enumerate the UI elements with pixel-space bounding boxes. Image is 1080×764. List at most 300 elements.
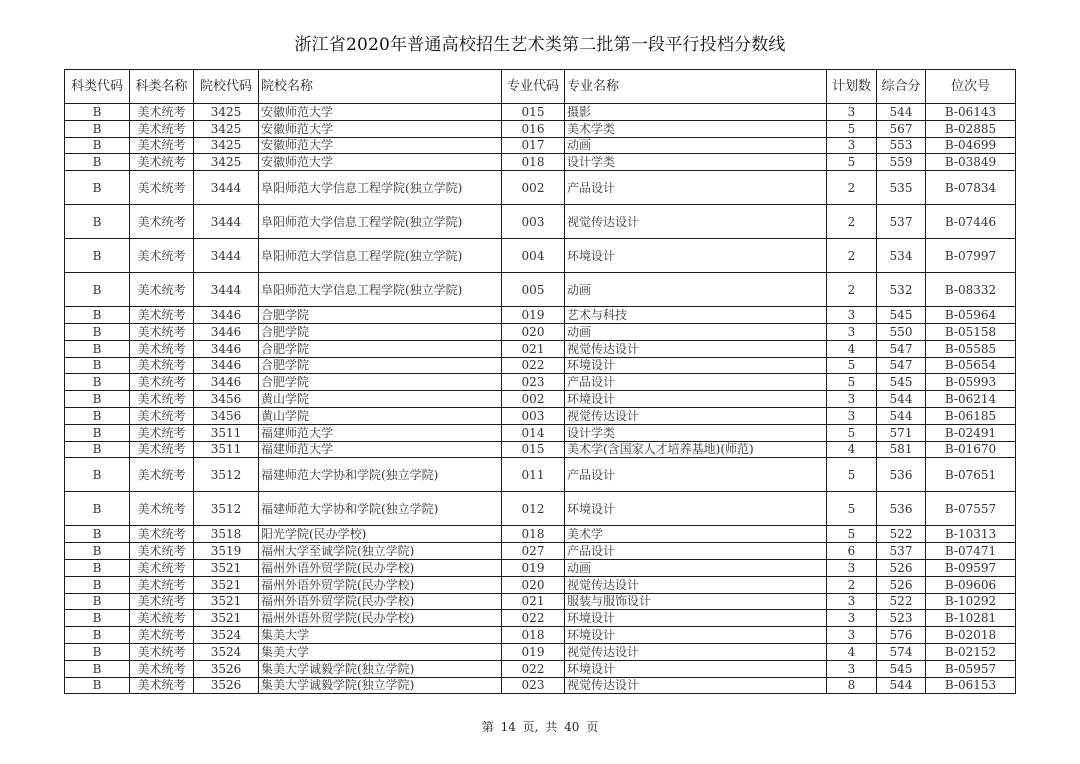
- cell-category-name: 美术统考: [130, 441, 194, 458]
- cell-major-name: 动画: [565, 273, 827, 307]
- cell-category-name: 美术统考: [130, 593, 194, 610]
- cell-category-name: 美术统考: [130, 357, 194, 374]
- cell-major-name: 环境设计: [565, 239, 827, 273]
- cell-school-name: 阜阳师范大学信息工程学院(独立学院): [259, 273, 502, 307]
- cell-category-name: 美术统考: [130, 391, 194, 408]
- cell-composite-score: 547: [877, 357, 926, 374]
- cell-school-name: 福建师范大学: [259, 441, 502, 458]
- cell-category-code: B: [65, 154, 130, 171]
- cell-rank-number: B-05993: [926, 374, 1016, 391]
- cell-school-name: 阜阳师范大学信息工程学院(独立学院): [259, 205, 502, 239]
- table-row: [65, 205, 1016, 239]
- cell-rank-number: B-07471: [926, 543, 1016, 560]
- cell-plan-count: 2: [827, 576, 877, 593]
- cell-category-name: 美术统考: [130, 576, 194, 593]
- cell-major-code: 003: [502, 205, 565, 239]
- cell-school-name: 合肥学院: [259, 374, 502, 391]
- cell-rank-number: B-10313: [926, 526, 1016, 543]
- cell-school-code: 3425: [194, 137, 259, 154]
- cell-major-name: 环境设计: [565, 610, 827, 627]
- table-row: [65, 677, 1016, 694]
- cell-school-name: 合肥学院: [259, 340, 502, 357]
- cell-plan-count: 3: [827, 593, 877, 610]
- cell-category-code: B: [65, 340, 130, 357]
- cell-major-code: 004: [502, 239, 565, 273]
- table-row: [65, 441, 1016, 458]
- cell-plan-count: 5: [827, 458, 877, 492]
- cell-major-code: 019: [502, 643, 565, 660]
- cell-school-code: 3524: [194, 627, 259, 644]
- cell-composite-score: 535: [877, 171, 926, 205]
- cell-school-name: 福州大学至诚学院(独立学院): [259, 543, 502, 560]
- cell-category-code: B: [65, 526, 130, 543]
- table-row: [65, 357, 1016, 374]
- cell-school-name: 安徽师范大学: [259, 120, 502, 137]
- cell-category-name: 美术统考: [130, 627, 194, 644]
- table-row: [65, 643, 1016, 660]
- cell-major-code: 018: [502, 627, 565, 644]
- cell-school-code: 3519: [194, 543, 259, 560]
- table-row: [65, 424, 1016, 441]
- cell-school-name: 合肥学院: [259, 323, 502, 340]
- cell-major-name: 产品设计: [565, 171, 827, 205]
- cell-school-code: 3511: [194, 441, 259, 458]
- cell-major-code: 020: [502, 323, 565, 340]
- cell-school-name: 阳光学院(民办学校): [259, 526, 502, 543]
- cell-major-name: 环境设计: [565, 492, 827, 526]
- cell-category-name: 美术统考: [130, 543, 194, 560]
- cell-plan-count: 2: [827, 273, 877, 307]
- header-school-code: 院校代码: [194, 70, 259, 104]
- cell-composite-score: 537: [877, 205, 926, 239]
- cell-category-code: B: [65, 593, 130, 610]
- cell-category-name: 美术统考: [130, 660, 194, 677]
- header-plan-count: 计划数: [827, 70, 877, 104]
- cell-plan-count: 3: [827, 627, 877, 644]
- cell-plan-count: 5: [827, 526, 877, 543]
- cell-category-code: B: [65, 391, 130, 408]
- cell-composite-score: 534: [877, 239, 926, 273]
- cell-composite-score: 550: [877, 323, 926, 340]
- cell-major-name: 视觉传达设计: [565, 340, 827, 357]
- cell-major-name: 环境设计: [565, 627, 827, 644]
- header-rank-number: 位次号: [926, 70, 1016, 104]
- cell-category-code: B: [65, 677, 130, 694]
- cell-rank-number: B-06214: [926, 391, 1016, 408]
- cell-school-name: 福州外语外贸学院(民办学校): [259, 610, 502, 627]
- cell-plan-count: 3: [827, 137, 877, 154]
- cell-major-name: 视觉传达设计: [565, 677, 827, 694]
- cell-major-code: 017: [502, 137, 565, 154]
- cell-composite-score: 536: [877, 492, 926, 526]
- table-row: [65, 559, 1016, 576]
- cell-school-name: 福建师范大学协和学院(独立学院): [259, 458, 502, 492]
- cell-school-code: 3521: [194, 593, 259, 610]
- cell-major-code: 018: [502, 154, 565, 171]
- cell-school-code: 3518: [194, 526, 259, 543]
- table-row: [65, 660, 1016, 677]
- cell-rank-number: B-05964: [926, 307, 1016, 324]
- cell-school-code: 3446: [194, 307, 259, 324]
- cell-plan-count: 4: [827, 441, 877, 458]
- table-row: [65, 593, 1016, 610]
- cell-school-code: 3526: [194, 677, 259, 694]
- cell-major-code: 022: [502, 357, 565, 374]
- cell-category-code: B: [65, 424, 130, 441]
- cell-category-code: B: [65, 104, 130, 121]
- cell-category-code: B: [65, 576, 130, 593]
- cell-major-code: 015: [502, 104, 565, 121]
- cell-plan-count: 5: [827, 374, 877, 391]
- cell-major-code: 015: [502, 441, 565, 458]
- cell-rank-number: B-10292: [926, 593, 1016, 610]
- cell-category-name: 美术统考: [130, 120, 194, 137]
- cell-composite-score: 526: [877, 559, 926, 576]
- cell-composite-score: 553: [877, 137, 926, 154]
- header-composite-score: 综合分: [877, 70, 926, 104]
- cell-school-code: 3511: [194, 424, 259, 441]
- cell-rank-number: B-02885: [926, 120, 1016, 137]
- cell-major-name: 摄影: [565, 104, 827, 121]
- cell-rank-number: B-05158: [926, 323, 1016, 340]
- cell-school-code: 3512: [194, 458, 259, 492]
- cell-school-name: 黄山学院: [259, 391, 502, 408]
- cell-major-code: 021: [502, 593, 565, 610]
- cell-category-code: B: [65, 307, 130, 324]
- cell-category-name: 美术统考: [130, 104, 194, 121]
- cell-composite-score: 559: [877, 154, 926, 171]
- cell-plan-count: 4: [827, 643, 877, 660]
- cell-school-name: 阜阳师范大学信息工程学院(独立学院): [259, 239, 502, 273]
- cell-category-name: 美术统考: [130, 643, 194, 660]
- cell-school-name: 福州外语外贸学院(民办学校): [259, 576, 502, 593]
- cell-major-code: 002: [502, 391, 565, 408]
- table-row: [65, 137, 1016, 154]
- cell-major-name: 美术学: [565, 526, 827, 543]
- cell-category-code: B: [65, 374, 130, 391]
- cell-rank-number: B-07834: [926, 171, 1016, 205]
- cell-school-name: 福建师范大学协和学院(独立学院): [259, 492, 502, 526]
- header-major-code: 专业代码: [502, 70, 565, 104]
- cell-major-code: 005: [502, 273, 565, 307]
- cell-school-code: 3425: [194, 120, 259, 137]
- cell-composite-score: 544: [877, 677, 926, 694]
- cell-plan-count: 2: [827, 239, 877, 273]
- cell-category-name: 美术统考: [130, 273, 194, 307]
- cell-school-name: 集美大学诚毅学院(独立学院): [259, 677, 502, 694]
- cell-composite-score: 523: [877, 610, 926, 627]
- cell-major-name: 艺术与科技: [565, 307, 827, 324]
- cell-school-name: 安徽师范大学: [259, 104, 502, 121]
- table-row: [65, 273, 1016, 307]
- cell-major-code: 023: [502, 677, 565, 694]
- cell-plan-count: 5: [827, 357, 877, 374]
- cell-plan-count: 5: [827, 492, 877, 526]
- cell-composite-score: 571: [877, 424, 926, 441]
- cell-plan-count: 3: [827, 559, 877, 576]
- cell-rank-number: B-06143: [926, 104, 1016, 121]
- cell-school-code: 3521: [194, 610, 259, 627]
- cell-composite-score: 545: [877, 374, 926, 391]
- cell-category-code: B: [65, 205, 130, 239]
- cell-composite-score: 576: [877, 627, 926, 644]
- cell-major-name: 美术学(含国家人才培养基地)(师范): [565, 441, 827, 458]
- cell-plan-count: 3: [827, 660, 877, 677]
- cell-major-name: 动画: [565, 323, 827, 340]
- cell-school-name: 福建师范大学: [259, 424, 502, 441]
- document-title: 浙江省2020年普通高校招生艺术类第二批第一段平行投档分数线: [294, 35, 786, 55]
- cell-school-name: 安徽师范大学: [259, 137, 502, 154]
- cell-composite-score: 532: [877, 273, 926, 307]
- cell-major-name: 产品设计: [565, 374, 827, 391]
- cell-major-code: 027: [502, 543, 565, 560]
- cell-rank-number: B-04699: [926, 137, 1016, 154]
- cell-plan-count: 3: [827, 323, 877, 340]
- cell-major-name: 视觉传达设计: [565, 205, 827, 239]
- cell-major-name: 设计学类: [565, 424, 827, 441]
- cell-rank-number: B-09597: [926, 559, 1016, 576]
- cell-school-code: 3456: [194, 391, 259, 408]
- cell-composite-score: 522: [877, 593, 926, 610]
- cell-composite-score: 544: [877, 407, 926, 424]
- cell-rank-number: B-02491: [926, 424, 1016, 441]
- cell-rank-number: B-10281: [926, 610, 1016, 627]
- cell-category-code: B: [65, 273, 130, 307]
- cell-composite-score: 526: [877, 576, 926, 593]
- cell-major-code: 023: [502, 374, 565, 391]
- admission-score-table: [64, 69, 1016, 694]
- cell-category-name: 美术统考: [130, 323, 194, 340]
- cell-category-name: 美术统考: [130, 677, 194, 694]
- cell-school-code: 3444: [194, 171, 259, 205]
- cell-category-code: B: [65, 643, 130, 660]
- cell-composite-score: 522: [877, 526, 926, 543]
- table-row: [65, 154, 1016, 171]
- cell-category-name: 美术统考: [130, 492, 194, 526]
- cell-school-code: 3521: [194, 559, 259, 576]
- cell-category-name: 美术统考: [130, 559, 194, 576]
- cell-school-name: 集美大学: [259, 627, 502, 644]
- header-school-name: 院校名称: [259, 70, 502, 104]
- cell-rank-number: B-02018: [926, 627, 1016, 644]
- cell-school-code: 3425: [194, 154, 259, 171]
- cell-rank-number: B-01670: [926, 441, 1016, 458]
- table-row: [65, 104, 1016, 121]
- cell-major-name: 服装与服饰设计: [565, 593, 827, 610]
- cell-major-name: 环境设计: [565, 391, 827, 408]
- table-row: [65, 407, 1016, 424]
- cell-major-name: 动画: [565, 137, 827, 154]
- cell-category-code: B: [65, 407, 130, 424]
- cell-rank-number: B-07997: [926, 239, 1016, 273]
- cell-category-code: B: [65, 171, 130, 205]
- cell-composite-score: 581: [877, 441, 926, 458]
- table-row: [65, 526, 1016, 543]
- cell-category-name: 美术统考: [130, 239, 194, 273]
- cell-school-code: 3446: [194, 357, 259, 374]
- cell-plan-count: 4: [827, 340, 877, 357]
- cell-category-name: 美术统考: [130, 171, 194, 205]
- cell-school-code: 3521: [194, 576, 259, 593]
- cell-rank-number: B-03849: [926, 154, 1016, 171]
- cell-rank-number: B-06153: [926, 677, 1016, 694]
- table-row: [65, 492, 1016, 526]
- cell-major-name: 视觉传达设计: [565, 643, 827, 660]
- cell-category-code: B: [65, 137, 130, 154]
- cell-school-code: 3456: [194, 407, 259, 424]
- cell-category-name: 美术统考: [130, 137, 194, 154]
- table-row: [65, 610, 1016, 627]
- cell-school-name: 安徽师范大学: [259, 154, 502, 171]
- cell-composite-score: 574: [877, 643, 926, 660]
- cell-major-code: 022: [502, 610, 565, 627]
- table-row: [65, 458, 1016, 492]
- cell-major-code: 003: [502, 407, 565, 424]
- cell-plan-count: 2: [827, 205, 877, 239]
- cell-composite-score: 536: [877, 458, 926, 492]
- cell-major-code: 016: [502, 120, 565, 137]
- cell-rank-number: B-09606: [926, 576, 1016, 593]
- cell-school-code: 3425: [194, 104, 259, 121]
- cell-school-code: 3444: [194, 273, 259, 307]
- cell-rank-number: B-05654: [926, 357, 1016, 374]
- cell-category-code: B: [65, 559, 130, 576]
- cell-composite-score: 545: [877, 307, 926, 324]
- cell-major-code: 022: [502, 660, 565, 677]
- cell-school-code: 3526: [194, 660, 259, 677]
- cell-plan-count: 5: [827, 154, 877, 171]
- cell-major-name: 动画: [565, 559, 827, 576]
- cell-major-name: 设计学类: [565, 154, 827, 171]
- cell-category-name: 美术统考: [130, 307, 194, 324]
- header-category-code: 科类代码: [65, 70, 130, 104]
- cell-school-code: 3524: [194, 643, 259, 660]
- cell-school-code: 3446: [194, 374, 259, 391]
- table-row: [65, 120, 1016, 137]
- cell-category-code: B: [65, 627, 130, 644]
- cell-school-code: 3444: [194, 239, 259, 273]
- cell-plan-count: 5: [827, 120, 877, 137]
- cell-plan-count: 5: [827, 424, 877, 441]
- cell-major-name: 产品设计: [565, 458, 827, 492]
- cell-school-name: 合肥学院: [259, 357, 502, 374]
- cell-major-code: 002: [502, 171, 565, 205]
- cell-major-code: 019: [502, 307, 565, 324]
- cell-rank-number: B-07557: [926, 492, 1016, 526]
- cell-category-name: 美术统考: [130, 205, 194, 239]
- cell-rank-number: B-05957: [926, 660, 1016, 677]
- cell-category-code: B: [65, 492, 130, 526]
- cell-school-name: 阜阳师范大学信息工程学院(独立学院): [259, 171, 502, 205]
- table-row: [65, 239, 1016, 273]
- cell-category-code: B: [65, 543, 130, 560]
- cell-plan-count: 3: [827, 104, 877, 121]
- table-row: [65, 374, 1016, 391]
- cell-category-code: B: [65, 610, 130, 627]
- cell-rank-number: B-07651: [926, 458, 1016, 492]
- cell-school-name: 合肥学院: [259, 307, 502, 324]
- cell-major-code: 014: [502, 424, 565, 441]
- cell-plan-count: 3: [827, 391, 877, 408]
- cell-category-code: B: [65, 357, 130, 374]
- cell-rank-number: B-06185: [926, 407, 1016, 424]
- cell-plan-count: 3: [827, 307, 877, 324]
- cell-category-code: B: [65, 239, 130, 273]
- table-row: [65, 543, 1016, 560]
- cell-major-name: 产品设计: [565, 543, 827, 560]
- cell-school-name: 黄山学院: [259, 407, 502, 424]
- header-major-name: 专业名称: [565, 70, 827, 104]
- cell-composite-score: 544: [877, 391, 926, 408]
- cell-plan-count: 6: [827, 543, 877, 560]
- cell-composite-score: 545: [877, 660, 926, 677]
- cell-major-code: 020: [502, 576, 565, 593]
- cell-rank-number: B-07446: [926, 205, 1016, 239]
- table-row: [65, 340, 1016, 357]
- cell-category-name: 美术统考: [130, 340, 194, 357]
- cell-category-code: B: [65, 660, 130, 677]
- cell-composite-score: 567: [877, 120, 926, 137]
- cell-composite-score: 544: [877, 104, 926, 121]
- cell-rank-number: B-05585: [926, 340, 1016, 357]
- header-category-name: 科类名称: [130, 70, 194, 104]
- cell-category-name: 美术统考: [130, 526, 194, 543]
- table-row: [65, 171, 1016, 205]
- cell-category-code: B: [65, 120, 130, 137]
- cell-category-name: 美术统考: [130, 610, 194, 627]
- cell-major-name: 视觉传达设计: [565, 576, 827, 593]
- cell-major-name: 美术学类: [565, 120, 827, 137]
- cell-school-name: 集美大学诚毅学院(独立学院): [259, 660, 502, 677]
- cell-category-name: 美术统考: [130, 407, 194, 424]
- cell-school-name: 福州外语外贸学院(民办学校): [259, 559, 502, 576]
- cell-plan-count: 3: [827, 407, 877, 424]
- cell-plan-count: 8: [827, 677, 877, 694]
- cell-school-code: 3512: [194, 492, 259, 526]
- page-footer: 第 14 页, 共 40 页: [481, 720, 599, 734]
- cell-category-name: 美术统考: [130, 154, 194, 171]
- cell-category-code: B: [65, 458, 130, 492]
- cell-major-code: 019: [502, 559, 565, 576]
- cell-major-name: 环境设计: [565, 357, 827, 374]
- cell-plan-count: 3: [827, 610, 877, 627]
- table-body: [65, 104, 1016, 694]
- table-header-row: [65, 70, 1016, 104]
- cell-major-code: 012: [502, 492, 565, 526]
- cell-category-name: 美术统考: [130, 458, 194, 492]
- cell-school-code: 3444: [194, 205, 259, 239]
- table-row: [65, 323, 1016, 340]
- table-row: [65, 307, 1016, 324]
- cell-major-code: 018: [502, 526, 565, 543]
- cell-category-code: B: [65, 323, 130, 340]
- cell-rank-number: B-02152: [926, 643, 1016, 660]
- table-row: [65, 391, 1016, 408]
- cell-plan-count: 2: [827, 171, 877, 205]
- cell-school-code: 3446: [194, 340, 259, 357]
- cell-school-name: 集美大学: [259, 643, 502, 660]
- cell-school-name: 福州外语外贸学院(民办学校): [259, 593, 502, 610]
- cell-composite-score: 537: [877, 543, 926, 560]
- table-row: [65, 576, 1016, 593]
- cell-major-code: 021: [502, 340, 565, 357]
- cell-category-name: 美术统考: [130, 374, 194, 391]
- cell-school-code: 3446: [194, 323, 259, 340]
- cell-major-name: 视觉传达设计: [565, 407, 827, 424]
- cell-category-code: B: [65, 441, 130, 458]
- table-row: [65, 627, 1016, 644]
- cell-composite-score: 547: [877, 340, 926, 357]
